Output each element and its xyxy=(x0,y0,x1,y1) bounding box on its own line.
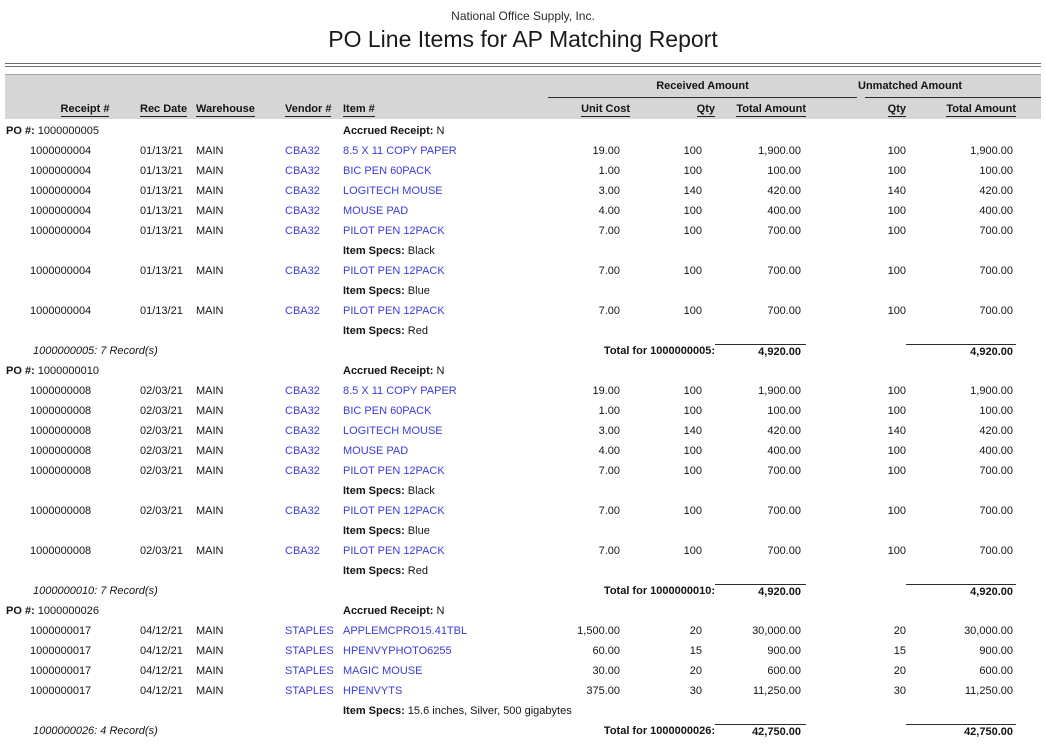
warehouse-cell: MAIN xyxy=(196,225,224,237)
unmatched-qty-cell: 100 xyxy=(887,465,906,477)
receipt-number-cell: 1000000004 xyxy=(30,265,92,277)
item-link[interactable]: APPLEMCPRO15.41TBL xyxy=(343,625,468,637)
column-header-vendor: Vendor # xyxy=(285,103,332,115)
warehouse-cell: MAIN xyxy=(196,385,224,397)
received-amount-section-header: Received Amount xyxy=(656,80,749,92)
vendor-link[interactable]: CBA32 xyxy=(285,385,320,397)
item-link[interactable]: PILOT PEN 12PACK xyxy=(343,465,445,477)
receipt-number-cell: 1000000004 xyxy=(30,205,92,217)
accrued-receipt-value: N xyxy=(433,125,445,137)
warehouse-cell: MAIN xyxy=(196,685,224,697)
unmatched-total-cell: 900.00 xyxy=(979,645,1013,657)
unmatched-total-cell: 420.00 xyxy=(979,425,1013,437)
unmatched-qty-cell: 100 xyxy=(887,265,906,277)
received-total-cell: 700.00 xyxy=(767,505,801,517)
unmatched-total-cell: 1,900.00 xyxy=(970,145,1013,157)
unmatched-qty-cell: 100 xyxy=(887,205,906,217)
unmatched-qty-cell: 100 xyxy=(887,405,906,417)
warehouse-cell: MAIN xyxy=(196,205,224,217)
item-link[interactable]: 8.5 X 11 COPY PAPER xyxy=(343,145,457,157)
item-specs-cell xyxy=(343,245,1016,257)
unmatched-total-cell: 700.00 xyxy=(979,305,1013,317)
item-link[interactable]: PILOT PEN 12PACK xyxy=(343,265,445,277)
unit-cost-cell: 1,500.00 xyxy=(577,625,620,637)
column-header-unit-cost: Unit Cost xyxy=(581,103,630,115)
received-total-cell: 700.00 xyxy=(767,225,801,237)
unmatched-total-cell: 700.00 xyxy=(979,505,1013,517)
item-specs-row xyxy=(6,521,1016,541)
unmatched-qty-cell: 100 xyxy=(887,165,906,177)
receipt-number-cell: 1000000008 xyxy=(30,405,92,417)
unmatched-qty-cell: 20 xyxy=(893,625,906,637)
item-specs-value: Blue xyxy=(404,285,430,297)
item-specs-cell xyxy=(343,325,1016,337)
receipt-number-cell: 1000000008 xyxy=(30,425,92,437)
unit-cost-cell: 7.00 xyxy=(598,545,620,557)
accrued-receipt-value: N xyxy=(433,365,445,377)
received-section-underline xyxy=(548,97,857,98)
unmatched-total-cell: 420.00 xyxy=(979,185,1013,197)
received-qty-cell: 100 xyxy=(683,405,702,417)
rec-date-cell: 02/03/21 xyxy=(140,505,183,517)
received-total-cell: 700.00 xyxy=(767,545,801,557)
item-link[interactable]: MOUSE PAD xyxy=(343,205,409,217)
accrued-receipt-value: N xyxy=(433,605,445,617)
item-link[interactable]: BIC PEN 60PACK xyxy=(343,405,432,417)
po-label: PO #: xyxy=(6,365,35,377)
item-specs-label: Item Specs: xyxy=(343,325,405,337)
item-row xyxy=(6,301,1016,321)
unit-cost-cell: 1.00 xyxy=(598,165,620,177)
receipt-number-cell: 1000000004 xyxy=(30,145,92,157)
receipt-number-cell: 1000000017 xyxy=(30,645,92,657)
item-row xyxy=(6,621,1016,641)
received-qty-cell: 100 xyxy=(683,505,702,517)
po-label: PO #: xyxy=(6,605,35,617)
unmatched-qty-cell: 100 xyxy=(887,505,906,517)
received-total-cell: 900.00 xyxy=(767,645,801,657)
unmatched-qty-cell: 140 xyxy=(887,185,906,197)
unit-cost-cell: 60.00 xyxy=(592,645,620,657)
received-qty-cell: 140 xyxy=(683,185,702,197)
column-header-rec-date: Rec Date xyxy=(140,103,188,115)
unit-cost-cell: 7.00 xyxy=(598,225,620,237)
warehouse-cell: MAIN xyxy=(196,185,224,197)
received-total-cell: 700.00 xyxy=(767,465,801,477)
received-total-cell: 400.00 xyxy=(767,445,801,457)
column-header-row xyxy=(6,103,1016,115)
item-link[interactable]: PILOT PEN 12PACK xyxy=(343,545,445,557)
record-count: 1000000026: 4 Record(s) xyxy=(33,725,158,737)
total-for-label: Total for 1000000005: xyxy=(603,345,715,357)
rec-date-cell: 04/12/21 xyxy=(140,665,183,677)
vendor-link[interactable]: CBA32 xyxy=(285,305,320,317)
received-qty-cell: 100 xyxy=(683,545,702,557)
table-header-band xyxy=(5,74,1041,119)
warehouse-cell: MAIN xyxy=(196,465,224,477)
rec-date-cell: 02/03/21 xyxy=(140,445,183,457)
warehouse-cell: MAIN xyxy=(196,165,224,177)
rec-date-cell: 01/13/21 xyxy=(140,205,183,217)
receipt-number-cell: 1000000008 xyxy=(30,545,92,557)
item-specs-row xyxy=(6,561,1016,581)
unmatched-total-amount: 42,750.00 xyxy=(906,724,1016,741)
unmatched-qty-cell: 100 xyxy=(887,305,906,317)
rec-date-cell: 01/13/21 xyxy=(140,305,183,317)
po-number: 1000000026 xyxy=(34,605,99,617)
received-total-cell: 700.00 xyxy=(767,305,801,317)
item-specs-value: Red xyxy=(404,325,428,337)
unmatched-qty-cell: 100 xyxy=(887,145,906,157)
vendor-link[interactable]: CBA32 xyxy=(285,185,320,197)
po-number: 1000000005 xyxy=(34,125,99,137)
rec-date-cell: 01/13/21 xyxy=(140,225,183,237)
item-link[interactable]: MOUSE PAD xyxy=(343,445,409,457)
item-row xyxy=(6,401,1016,421)
received-qty-cell: 100 xyxy=(683,265,702,277)
accrued-receipt-cell xyxy=(343,365,1016,377)
unit-cost-cell: 30.00 xyxy=(592,665,620,677)
item-row xyxy=(6,261,1016,281)
column-header-received-total: Total Amount xyxy=(736,103,806,115)
item-row xyxy=(6,381,1016,401)
unmatched-amount-section-header: Unmatched Amount xyxy=(858,80,963,92)
item-row xyxy=(6,661,1016,681)
group-total-row xyxy=(6,341,1016,361)
accrued-receipt-cell xyxy=(343,605,1016,617)
item-row xyxy=(6,141,1016,161)
received-qty-cell: 100 xyxy=(683,205,702,217)
vendor-link[interactable]: STAPLES xyxy=(285,625,334,637)
rec-date-cell: 01/13/21 xyxy=(140,145,183,157)
received-qty-cell: 20 xyxy=(689,625,702,637)
unit-cost-cell: 4.00 xyxy=(598,205,620,217)
title-divider xyxy=(5,63,1041,67)
received-qty-cell: 100 xyxy=(683,305,702,317)
vendor-link[interactable]: STAPLES xyxy=(285,665,334,677)
unit-cost-cell: 4.00 xyxy=(598,445,620,457)
unmatched-qty-cell: 100 xyxy=(887,385,906,397)
warehouse-cell: MAIN xyxy=(196,265,224,277)
unmatched-total-cell: 100.00 xyxy=(979,165,1013,177)
unit-cost-cell: 7.00 xyxy=(598,505,620,517)
rec-date-cell: 02/03/21 xyxy=(140,405,183,417)
item-link[interactable]: MAGIC MOUSE xyxy=(343,665,423,677)
item-specs-value: Blue xyxy=(404,525,430,537)
item-link[interactable]: LOGITECH MOUSE xyxy=(343,425,443,437)
item-row xyxy=(6,181,1016,201)
unit-cost-cell: 7.00 xyxy=(598,305,620,317)
received-total-cell: 400.00 xyxy=(767,205,801,217)
vendor-link[interactable]: CBA32 xyxy=(285,265,320,277)
receipt-number-cell: 1000000017 xyxy=(30,625,92,637)
item-specs-cell xyxy=(343,285,1016,297)
rec-date-cell: 02/03/21 xyxy=(140,385,183,397)
item-specs-cell xyxy=(343,485,1016,497)
po-number-cell xyxy=(6,125,343,137)
item-specs-row xyxy=(6,321,1016,341)
receipt-number-cell: 1000000008 xyxy=(30,385,92,397)
company-name: National Office Supply, Inc. xyxy=(451,9,595,23)
item-link[interactable]: PILOT PEN 12PACK xyxy=(343,305,445,317)
item-link[interactable]: HPENVYPHOTO6255 xyxy=(343,645,452,657)
received-qty-cell: 30 xyxy=(689,685,702,697)
unit-cost-cell: 1.00 xyxy=(598,405,620,417)
unmatched-section-underline xyxy=(865,97,1041,98)
item-specs-label: Item Specs: xyxy=(343,285,405,297)
warehouse-cell: MAIN xyxy=(196,405,224,417)
item-row xyxy=(6,221,1016,241)
unit-cost-cell: 3.00 xyxy=(598,425,620,437)
unmatched-total-cell: 30,000.00 xyxy=(964,625,1013,637)
received-total-cell: 1,900.00 xyxy=(758,385,801,397)
item-row xyxy=(6,681,1016,701)
item-specs-row xyxy=(6,701,1016,721)
item-specs-label: Item Specs: xyxy=(343,705,405,717)
received-total-cell: 1,900.00 xyxy=(758,145,801,157)
item-specs-value: Black xyxy=(404,485,435,497)
column-header-receipt: Receipt # xyxy=(60,103,110,115)
accrued-receipt-label: Accrued Receipt: xyxy=(343,605,434,617)
receipt-number-cell: 1000000008 xyxy=(30,465,92,477)
item-specs-label: Item Specs: xyxy=(343,245,405,257)
vendor-link[interactable]: CBA32 xyxy=(285,425,320,437)
rec-date-cell: 04/12/21 xyxy=(140,645,183,657)
received-qty-cell: 100 xyxy=(683,145,702,157)
warehouse-cell: MAIN xyxy=(196,305,224,317)
unit-cost-cell: 7.00 xyxy=(598,265,620,277)
po-number: 1000000010 xyxy=(34,365,99,377)
accrued-receipt-label: Accrued Receipt: xyxy=(343,125,434,137)
received-total-cell: 11,250.00 xyxy=(752,685,801,697)
item-specs-value: 15.6 inches, Silver, 500 gigabytes xyxy=(404,705,572,717)
item-specs-row xyxy=(6,481,1016,501)
rec-date-cell: 01/13/21 xyxy=(140,185,183,197)
record-count: 1000000010: 7 Record(s) xyxy=(33,585,158,597)
unmatched-total-cell: 600.00 xyxy=(979,665,1013,677)
item-link[interactable]: BIC PEN 60PACK xyxy=(343,165,432,177)
total-for-label: Total for 1000000010: xyxy=(603,585,715,597)
po-header-row xyxy=(6,361,1016,381)
unmatched-total-cell: 700.00 xyxy=(979,225,1013,237)
po-number-cell xyxy=(6,365,343,377)
page-title: PO Line Items for AP Matching Report xyxy=(328,26,718,52)
unmatched-total-cell: 1,900.00 xyxy=(970,385,1013,397)
vendor-link[interactable]: CBA32 xyxy=(285,545,320,557)
item-specs-cell xyxy=(343,525,1016,537)
rec-date-cell: 02/03/21 xyxy=(140,425,183,437)
received-qty-cell: 100 xyxy=(683,465,702,477)
received-total-cell: 600.00 xyxy=(767,665,801,677)
item-specs-value: Black xyxy=(404,245,435,257)
item-specs-row xyxy=(6,241,1016,261)
unmatched-qty-cell: 100 xyxy=(887,225,906,237)
item-link[interactable]: PILOT PEN 12PACK xyxy=(343,225,445,237)
rec-date-cell: 01/13/21 xyxy=(140,165,183,177)
vendor-link[interactable]: STAPLES xyxy=(285,645,334,657)
item-row xyxy=(6,461,1016,481)
received-total-amount: 42,750.00 xyxy=(715,724,806,741)
item-row xyxy=(6,441,1016,461)
receipt-number-cell: 1000000008 xyxy=(30,445,92,457)
item-row xyxy=(6,421,1016,441)
received-total-cell: 700.00 xyxy=(767,265,801,277)
column-header-unmatched-total: Total Amount xyxy=(946,103,1016,115)
receipt-number-cell: 1000000017 xyxy=(30,685,92,697)
vendor-link[interactable]: CBA32 xyxy=(285,405,320,417)
item-specs-label: Item Specs: xyxy=(343,485,405,497)
unmatched-qty-cell: 20 xyxy=(893,665,906,677)
column-header-warehouse: Warehouse xyxy=(196,103,255,115)
vendor-link[interactable]: CBA32 xyxy=(285,205,320,217)
unmatched-total-cell: 11,250.00 xyxy=(964,685,1013,697)
received-qty-cell: 100 xyxy=(683,165,702,177)
vendor-link[interactable]: STAPLES xyxy=(285,685,334,697)
receipt-number-cell: 1000000004 xyxy=(30,225,92,237)
received-total-cell: 100.00 xyxy=(767,165,801,177)
column-header-item: Item # xyxy=(343,103,375,115)
item-row xyxy=(6,541,1016,561)
received-total-cell: 30,000.00 xyxy=(752,625,801,637)
po-label: PO #: xyxy=(6,125,35,137)
receipt-number-cell: 1000000017 xyxy=(30,665,92,677)
item-specs-label: Item Specs: xyxy=(343,565,405,577)
po-number-cell xyxy=(6,605,343,617)
item-row xyxy=(6,161,1016,181)
unmatched-total-amount: 4,920.00 xyxy=(906,344,1016,361)
rec-date-cell: 04/12/21 xyxy=(140,685,183,697)
rec-date-cell: 01/13/21 xyxy=(140,265,183,277)
unmatched-qty-cell: 15 xyxy=(893,645,906,657)
unit-cost-cell: 3.00 xyxy=(598,185,620,197)
vendor-link[interactable]: CBA32 xyxy=(285,225,320,237)
warehouse-cell: MAIN xyxy=(196,665,224,677)
report-body xyxy=(0,121,1046,741)
received-qty-cell: 15 xyxy=(689,645,702,657)
accrued-receipt-label: Accrued Receipt: xyxy=(343,365,434,377)
unit-cost-cell: 19.00 xyxy=(592,145,620,157)
warehouse-cell: MAIN xyxy=(196,505,224,517)
unit-cost-cell: 19.00 xyxy=(592,385,620,397)
receipt-number-cell: 1000000008 xyxy=(30,505,92,517)
unmatched-total-cell: 700.00 xyxy=(979,265,1013,277)
unmatched-qty-cell: 100 xyxy=(887,445,906,457)
po-header-row xyxy=(6,601,1016,621)
total-for-label: Total for 1000000026: xyxy=(603,725,715,737)
warehouse-cell: MAIN xyxy=(196,445,224,457)
received-qty-cell: 20 xyxy=(689,665,702,677)
group-total-row xyxy=(6,721,1016,741)
item-specs-value: Red xyxy=(404,565,428,577)
po-header-row xyxy=(6,121,1016,141)
received-total-cell: 100.00 xyxy=(767,405,801,417)
receipt-number-cell: 1000000004 xyxy=(30,185,92,197)
unmatched-qty-cell: 30 xyxy=(893,685,906,697)
accrued-receipt-cell xyxy=(343,125,1016,137)
unmatched-qty-cell: 140 xyxy=(887,425,906,437)
record-count: 1000000005: 7 Record(s) xyxy=(33,345,158,357)
unmatched-total-cell: 700.00 xyxy=(979,545,1013,557)
received-qty-cell: 100 xyxy=(683,225,702,237)
received-total-cell: 420.00 xyxy=(767,185,801,197)
warehouse-cell: MAIN xyxy=(196,545,224,557)
received-qty-cell: 100 xyxy=(683,445,702,457)
vendor-link[interactable]: CBA32 xyxy=(285,465,320,477)
item-link[interactable]: LOGITECH MOUSE xyxy=(343,185,443,197)
receipt-number-cell: 1000000004 xyxy=(30,305,92,317)
item-row xyxy=(6,501,1016,521)
vendor-link[interactable]: CBA32 xyxy=(285,505,320,517)
unmatched-qty-cell: 100 xyxy=(887,545,906,557)
warehouse-cell: MAIN xyxy=(196,625,224,637)
item-link[interactable]: 8.5 X 11 COPY PAPER xyxy=(343,385,457,397)
unit-cost-cell: 7.00 xyxy=(598,465,620,477)
column-header-unmatched-qty: Qty xyxy=(887,103,906,115)
received-total-amount: 4,920.00 xyxy=(715,584,806,601)
unit-cost-cell: 375.00 xyxy=(586,685,620,697)
unmatched-total-cell: 400.00 xyxy=(979,445,1013,457)
unmatched-total-cell: 700.00 xyxy=(979,465,1013,477)
item-specs-row xyxy=(6,281,1016,301)
rec-date-cell: 04/12/21 xyxy=(140,625,183,637)
column-header-received-qty: Qty xyxy=(696,103,715,115)
warehouse-cell: MAIN xyxy=(196,645,224,657)
received-qty-cell: 100 xyxy=(683,385,702,397)
warehouse-cell: MAIN xyxy=(196,145,224,157)
item-link[interactable]: PILOT PEN 12PACK xyxy=(343,505,445,517)
item-specs-label: Item Specs: xyxy=(343,525,405,537)
unmatched-total-cell: 400.00 xyxy=(979,205,1013,217)
item-row xyxy=(6,641,1016,661)
vendor-link[interactable]: CBA32 xyxy=(285,145,320,157)
rec-date-cell: 02/03/21 xyxy=(140,545,183,557)
received-total-amount: 4,920.00 xyxy=(715,344,806,361)
item-specs-cell xyxy=(343,565,1016,577)
item-specs-cell xyxy=(343,705,1016,717)
unmatched-total-cell: 100.00 xyxy=(979,405,1013,417)
receipt-number-cell: 1000000004 xyxy=(30,165,92,177)
item-row xyxy=(6,201,1016,221)
received-qty-cell: 140 xyxy=(683,425,702,437)
unmatched-total-amount: 4,920.00 xyxy=(906,584,1016,601)
received-total-cell: 420.00 xyxy=(767,425,801,437)
vendor-link[interactable]: CBA32 xyxy=(285,445,320,457)
rec-date-cell: 02/03/21 xyxy=(140,465,183,477)
group-total-row xyxy=(6,581,1016,601)
warehouse-cell: MAIN xyxy=(196,425,224,437)
item-link[interactable]: HPENVYTS xyxy=(343,685,403,697)
vendor-link[interactable]: CBA32 xyxy=(285,165,320,177)
